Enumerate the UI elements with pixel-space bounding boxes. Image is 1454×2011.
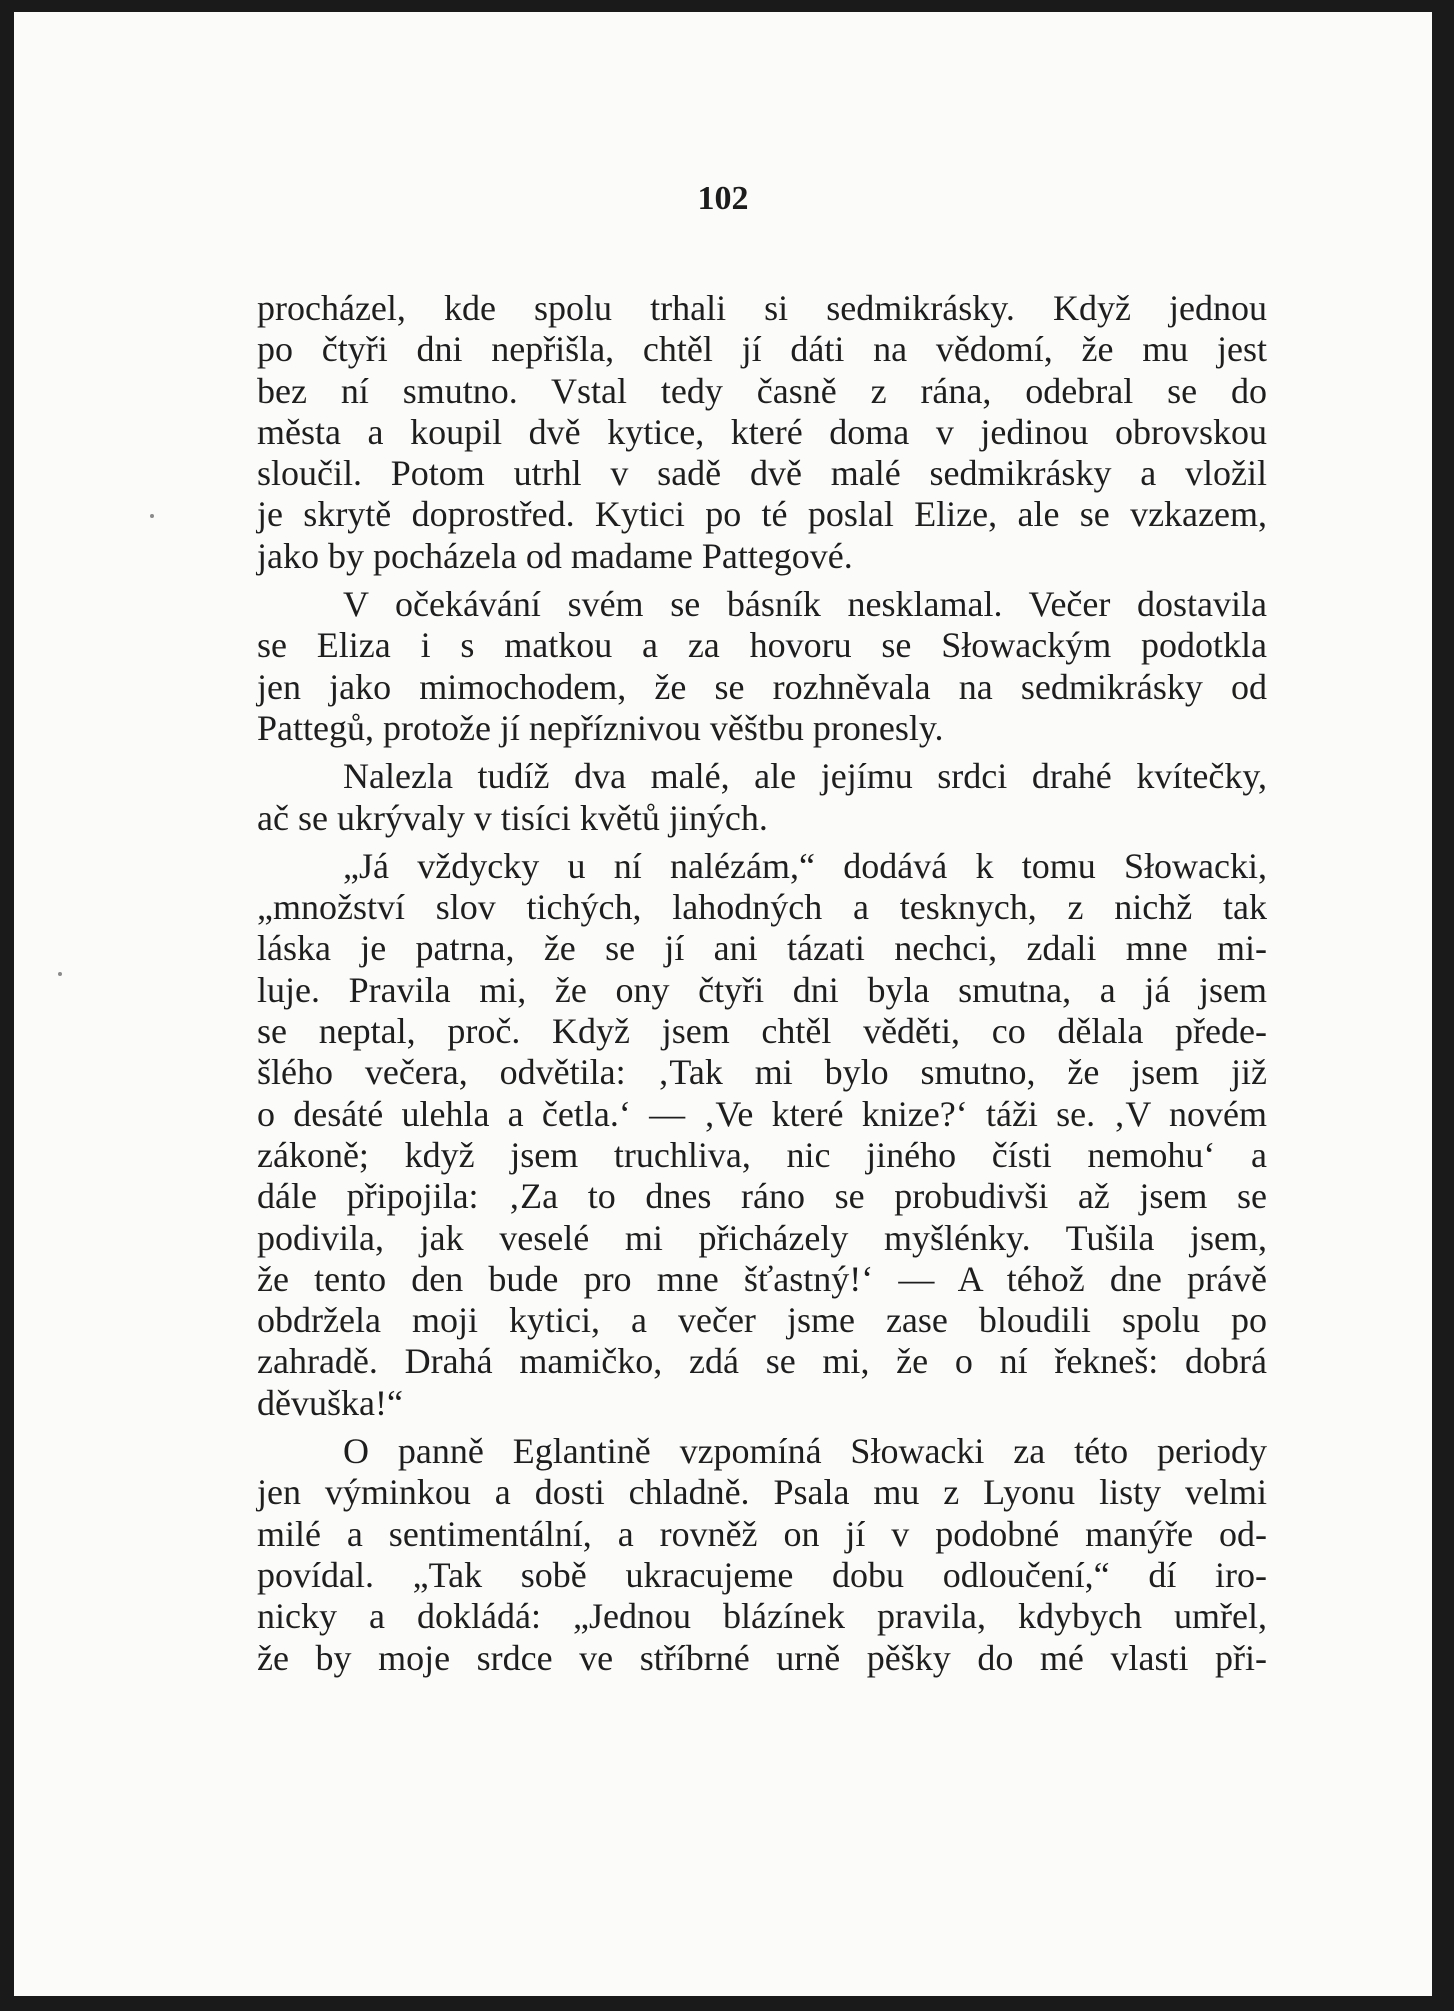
text-line: ač se ukrývaly v tisíci květů jiných.	[257, 797, 768, 838]
text-line: že by moje srdce ve stříbrné urně pěšky do mé vlasti při-	[257, 1637, 1267, 1678]
text-line: láska je patrna, že se jí ani tázati nechci, zdali mne mi-	[257, 928, 1267, 969]
text-line: milé a sentimentální, a rovněž on jí v podobné manýře od-	[257, 1513, 1267, 1554]
margin-mark	[150, 514, 154, 518]
text-line: povídal. „Tak sobě ukracujeme dobu odloučení,“ dí iro-	[257, 1554, 1267, 1595]
text-line: se neptal, proč. Když jsem chtěl věděti, co dělala přede-	[257, 1011, 1267, 1052]
text-line: bez ní smutno. Vstal tedy časně z rána, odebral se do	[257, 370, 1267, 411]
book-page	[14, 12, 1432, 1996]
paragraph	[257, 288, 1267, 577]
text-line: „Já vždycky u ní nalézám,“ dodává k tomu Słowacki,	[343, 845, 1267, 886]
body-text	[257, 288, 1267, 1679]
text-line: po čtyři dni nepřišla, chtěl jí dáti na vědomí, že mu jest	[257, 329, 1267, 370]
text-line: obdržela moji kytici, a večer jsme zase bloudili spolu po	[257, 1300, 1267, 1341]
text-line: je skrytě doprostřed. Kytici po té poslal Elize, ale se vzkazem,	[257, 494, 1267, 535]
text-line: procházel, kde spolu trhali si sedmikrásky. Když jednou	[257, 288, 1267, 328]
text-line: města a koupil dvě kytice, které doma v jedinou obrovskou	[257, 411, 1267, 452]
text-line: se Eliza i s matkou a za hovoru se Słowackým podotkla	[257, 625, 1267, 666]
text-line: jen výminkou a dosti chladně. Psala mu z Lyonu listy velmi	[257, 1472, 1267, 1513]
text-line: nicky a dokládá: „Jednou blázínek pravila, kdybych umřel,	[257, 1596, 1267, 1637]
text-line: dále připojila: ‚Za to dnes ráno se probudivši až jsem se	[257, 1176, 1267, 1217]
text-line: luje. Pravila mi, že ony čtyři dni byla smutna, a já jsem	[257, 969, 1267, 1010]
paragraph	[257, 584, 1267, 749]
text-line: Nalezla tudíž dva malé, ale jejímu srdci drahé kvítečky,	[343, 756, 1267, 797]
text-line: že tento den bude pro mne šťastný!‘ — A téhož dne právě	[257, 1258, 1267, 1299]
text-line: šlého večera, odvětila: ‚Tak mi bylo smutno, že jsem již	[257, 1052, 1267, 1093]
text-line: sloučil. Potom utrhl v sadě dvě malé sedmikrásky a vložil	[257, 453, 1267, 494]
text-line: o desáté ulehla a četla.‘ — ‚Ve které knize?‘ táži se. ‚V novém	[257, 1093, 1267, 1134]
text-line: jen jako mimochodem, že se rozhněvala na sedmikrásky od	[257, 666, 1267, 707]
text-line: zákoně; když jsem truchliva, nic jiného čísti nemohu‘ a	[257, 1134, 1267, 1175]
text-line: Pattegů, protože jí nepříznivou věštbu pronesly.	[257, 707, 944, 748]
text-line: jako by pocházela od madame Pattegové.	[257, 535, 853, 576]
page-number: 102	[697, 180, 749, 217]
paragraph	[257, 1431, 1267, 1679]
text-line: O panně Eglantině vzpomíná Słowacki za této periody	[343, 1431, 1267, 1472]
text-line: V očekávání svém se básník nesklamal. Večer dostavila	[343, 584, 1267, 625]
text-line: podivila, jak veselé mi přicházely myšlénky. Tušila jsem,	[257, 1217, 1267, 1258]
margin-mark	[58, 972, 62, 976]
text-line: děvuška!“	[257, 1382, 403, 1423]
paragraph	[257, 756, 1267, 839]
text-line: „množství slov tichých, lahodných a tesknych, z nichž tak	[257, 887, 1267, 928]
paragraph	[257, 846, 1267, 1424]
text-line: zahradě. Drahá mamičko, zdá se mi, že o ní řekneš: dobrá	[257, 1341, 1267, 1382]
